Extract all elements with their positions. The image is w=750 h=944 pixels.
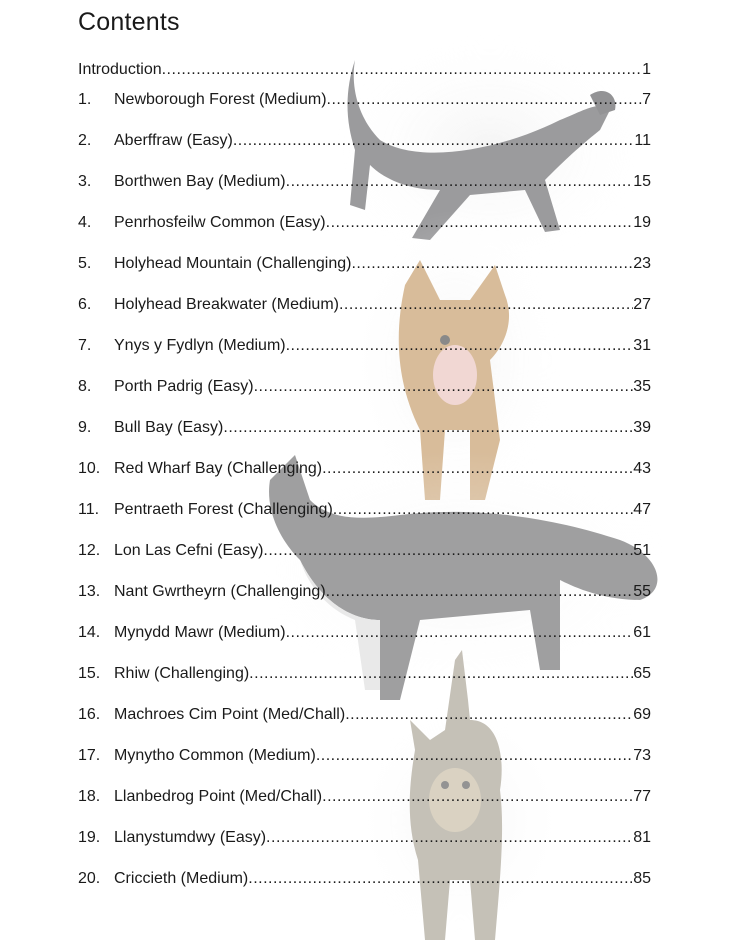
dot-leader xyxy=(286,622,634,644)
toc-entry-title: Introduction xyxy=(78,61,162,78)
toc-entry-number: 3. xyxy=(78,173,92,190)
toc-entry-page: 39 xyxy=(633,419,651,436)
toc-entry[interactable] xyxy=(78,499,651,521)
dot-leader xyxy=(339,294,633,316)
dot-leader xyxy=(327,89,643,111)
toc-entry-title: Mynydd Mawr (Medium) xyxy=(114,624,286,641)
toc-entry-page: 81 xyxy=(633,829,651,846)
toc-entry-number: 8. xyxy=(78,378,92,395)
toc-entry-number: 16. xyxy=(78,706,101,723)
dot-leader xyxy=(286,335,634,357)
toc-entry[interactable] xyxy=(78,704,651,726)
toc-entry-page: 27 xyxy=(633,296,651,313)
toc-entry-number: 14. xyxy=(78,624,101,641)
toc-entry[interactable] xyxy=(78,663,651,685)
toc-entry-number: 2. xyxy=(78,132,92,149)
dot-leader xyxy=(248,868,633,890)
toc-entry[interactable] xyxy=(78,581,651,603)
toc-entry-title: Llanystumdwy (Easy) xyxy=(114,829,267,846)
dot-leader xyxy=(322,458,633,480)
dot-leader xyxy=(263,540,633,562)
toc-entry-introduction[interactable] xyxy=(78,59,651,81)
toc-entry-number: 18. xyxy=(78,788,101,805)
toc-entry[interactable] xyxy=(78,89,651,111)
toc-entry-number: 1. xyxy=(78,91,92,108)
toc-entry-page: 55 xyxy=(633,583,651,600)
toc-entry-title: Mynytho Common (Medium) xyxy=(114,747,316,764)
dot-leader xyxy=(162,59,642,81)
toc-entry-title: Ynys y Fydlyn (Medium) xyxy=(114,337,286,354)
toc-entry-title: Criccieth (Medium) xyxy=(114,870,249,887)
toc-entry-number: 7. xyxy=(78,337,92,354)
toc-entry[interactable] xyxy=(78,786,651,808)
toc-entry-title: Pentraeth Forest (Challenging) xyxy=(114,501,333,518)
toc-entry-title: Machroes Cim Point (Med/Chall) xyxy=(114,706,346,723)
toc-entry-number: 20. xyxy=(78,870,101,887)
dot-leader xyxy=(322,786,633,808)
toc-entry-page: 61 xyxy=(633,624,651,641)
toc-entry-page: 43 xyxy=(633,460,651,477)
dot-leader xyxy=(266,827,633,849)
toc-entry-page: 19 xyxy=(633,214,651,231)
toc-entry[interactable] xyxy=(78,540,651,562)
toc-entry-title: Lon Las Cefni (Easy) xyxy=(114,542,264,559)
toc-entry[interactable] xyxy=(78,376,651,398)
toc-entry-title: Llanbedrog Point (Med/Chall) xyxy=(114,788,323,805)
dot-leader xyxy=(333,499,633,521)
toc-entry-page: 11 xyxy=(634,132,651,149)
toc-entry-page: 35 xyxy=(633,378,651,395)
toc-entry-number: 19. xyxy=(78,829,101,846)
toc-entry-title: Newborough Forest (Medium) xyxy=(114,91,327,108)
page-title: Contents xyxy=(78,8,180,36)
toc-entry-page: 77 xyxy=(633,788,651,805)
dot-leader xyxy=(249,663,633,685)
toc-entry-page: 15 xyxy=(633,173,651,190)
toc-entry[interactable] xyxy=(78,130,651,152)
dot-leader xyxy=(326,581,634,603)
dot-leader xyxy=(326,212,634,234)
toc-entry-title: Holyhead Mountain (Challenging) xyxy=(114,255,352,272)
toc-entry[interactable] xyxy=(78,458,651,480)
toc-entry-title: Nant Gwrtheyrn (Challenging) xyxy=(114,583,326,600)
dot-leader xyxy=(345,704,633,726)
toc-entry-number: 13. xyxy=(78,583,101,600)
toc-entry[interactable] xyxy=(78,253,651,275)
dot-leader xyxy=(254,376,634,398)
toc-entry[interactable] xyxy=(78,622,651,644)
dot-leader xyxy=(316,745,633,767)
toc-entry-number: 9. xyxy=(78,419,92,436)
toc-entry-page: 31 xyxy=(633,337,651,354)
toc-entry-page: 23 xyxy=(633,255,651,272)
toc-entry[interactable] xyxy=(78,335,651,357)
toc-entry-number: 10. xyxy=(78,460,101,477)
toc-entry-title: Rhiw (Challenging) xyxy=(114,665,250,682)
toc-entry[interactable] xyxy=(78,417,651,439)
dot-leader xyxy=(351,253,633,275)
toc-entry-page: 73 xyxy=(633,747,651,764)
toc-entry[interactable] xyxy=(78,171,651,193)
dot-leader xyxy=(233,130,635,152)
toc-entry-number: 12. xyxy=(78,542,101,559)
toc-entry-page: 47 xyxy=(633,501,651,518)
dot-leader xyxy=(223,417,633,439)
toc-entry-page: 65 xyxy=(633,665,651,682)
toc-entry-number: 4. xyxy=(78,214,92,231)
toc-entry-title: Red Wharf Bay (Challenging) xyxy=(114,460,323,477)
toc-entry-number: 5. xyxy=(78,255,92,272)
dot-leader xyxy=(286,171,634,193)
toc-entry-title: Holyhead Breakwater (Medium) xyxy=(114,296,339,313)
toc-entry-page: 69 xyxy=(633,706,651,723)
toc-entry[interactable] xyxy=(78,868,651,890)
toc-entry-page: 1 xyxy=(642,61,651,78)
toc-entry-page: 7 xyxy=(642,91,651,108)
toc-entry-title: Bull Bay (Easy) xyxy=(114,419,224,436)
toc-entry-title: Penrhosfeilw Common (Easy) xyxy=(114,214,326,231)
toc-entry-page: 85 xyxy=(633,870,651,887)
toc-entry-page: 51 xyxy=(633,542,651,559)
toc-entry-title: Porth Padrig (Easy) xyxy=(114,378,254,395)
toc-entry-title: Borthwen Bay (Medium) xyxy=(114,173,286,190)
toc-entry-number: 15. xyxy=(78,665,101,682)
toc-entry-number: 6. xyxy=(78,296,92,313)
toc-entry[interactable] xyxy=(78,212,651,234)
toc-entry-number: 11. xyxy=(78,501,100,518)
toc-entry[interactable] xyxy=(78,827,651,849)
toc-entry-title: Aberffraw (Easy) xyxy=(114,132,233,149)
toc-entry[interactable] xyxy=(78,294,651,316)
toc-entry-number: 17. xyxy=(78,747,101,764)
toc-entry[interactable] xyxy=(78,745,651,767)
